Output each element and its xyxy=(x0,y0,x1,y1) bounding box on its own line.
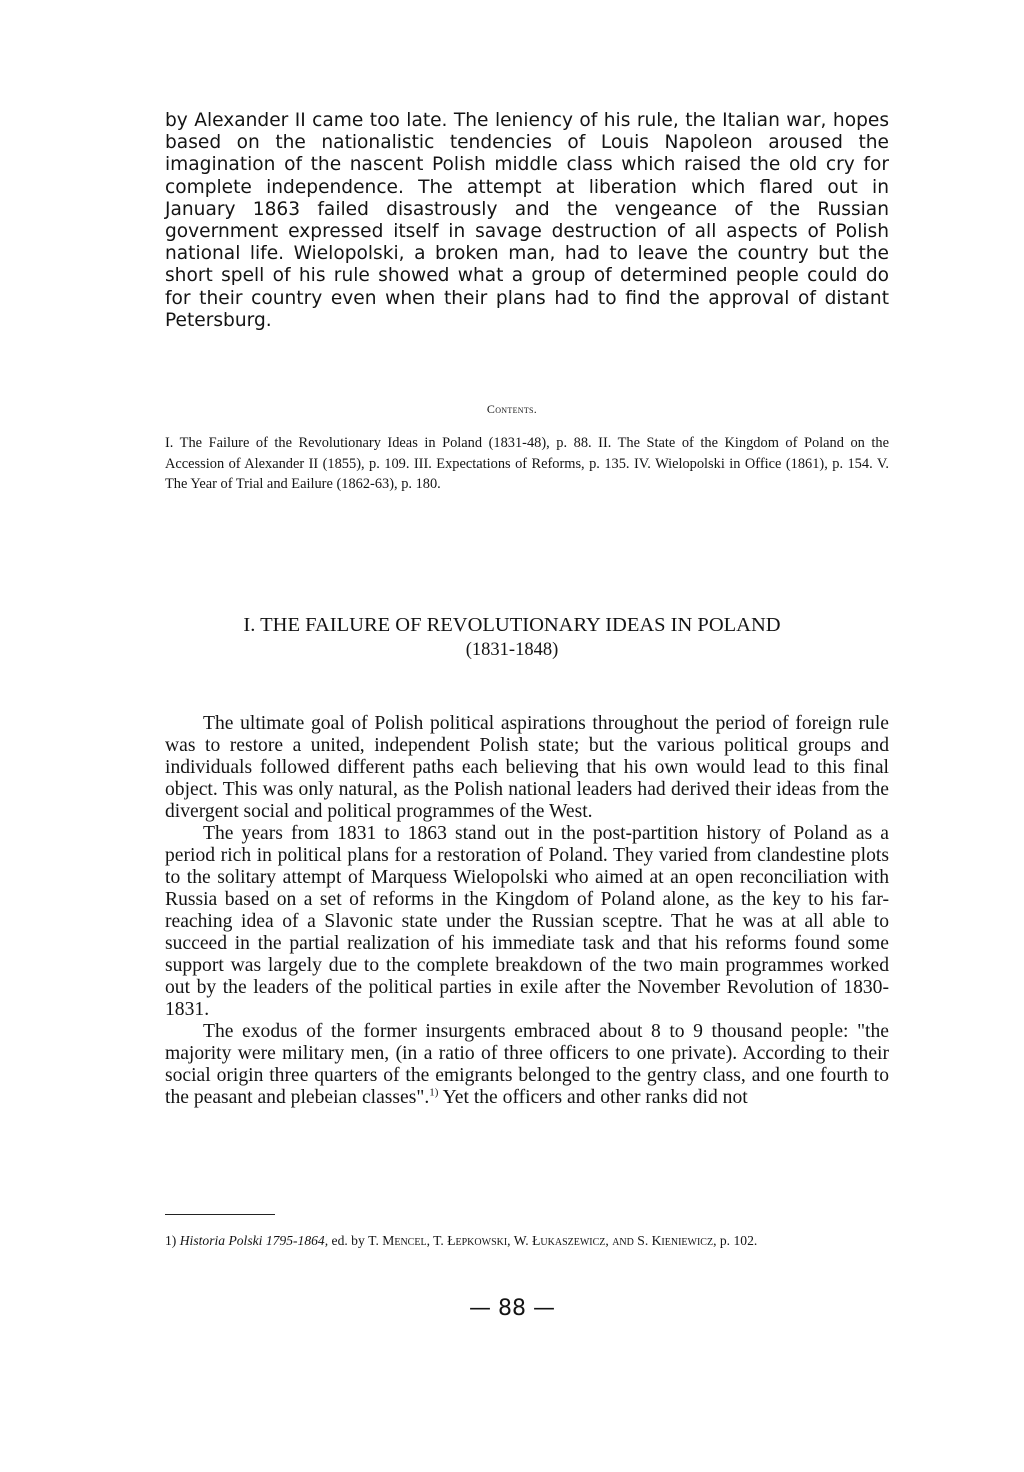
chapter-subtitle: (1831-1848) xyxy=(465,640,559,660)
footnote-divider xyxy=(165,1214,275,1215)
footnote-marker: 1) xyxy=(165,1233,177,1248)
footnote-editor-label: ed. by xyxy=(328,1233,369,1248)
chapter-title: I. THE FAILURE OF REVOLUTIONARY IDEAS IN POLAND xyxy=(243,614,781,636)
body-paragraph: The ultimate goal of Polish political aspirations throughout the period of foreign rule was to restore a united, independent Polish state; but the various political groups and individuals followed different paths each believing that his own would lead to this final object. This was only natural, as the Polish national leaders had derived their ideas from the divergent social and political programmes of the West. xyxy=(165,713,889,822)
contents-heading: Contents. xyxy=(486,402,538,416)
footnote-page: p. 102. xyxy=(716,1233,758,1248)
contents-list: I. The Failure of the Revolutionary Ideas in Poland (1831-48), p. 88. II. The State of the Kingdom of Poland on the Accession of Alexander II (1855), p. 109. III. Expectations of Reforms, p. 135. IV. Wielopolski in Office (1861), p. 154. V. The Year of Trial and Eailure (1862-63), p. 180. xyxy=(165,435,889,493)
intro-paragraph: by Alexander II came too late. The leniency of his rule, the Italian war, hopes based on the nationalistic tendencies of Louis Napoleon aroused the imagination of the nascent Polish middle class which raised the old cry for complete independence. The attempt at liberation which flared out in January 1863 failed disastrously and the vengeance of the Russian government expressed itself in savage destruction of all aspects of Polish national life. Wielopolski, a broken man, had to leave the country but the short spell of his rule showed what a group of determined people could do for their country even when their plans had to find the approval of distant Petersburg. xyxy=(165,110,889,331)
footnote-authors: T. Mencel, T. Łepkowski, W. Łukaszewicz, and S. Kieniewicz, xyxy=(368,1233,717,1248)
page-number: — 88 — xyxy=(469,1296,555,1321)
body-paragraph: The years from 1831 to 1863 stand out in the post-partition history of Poland as a period rich in political plans for a restoration of Poland. They varied from clandestine plots to the solitary attempt of Marquess Wielopolski who aimed at an open reconciliation with Russia based on a set of reforms in the Kingdom of Poland alone, as the key to his far-reaching idea of a Slavonic state under the Russian sceptre. That he was at all able to succeed in the partial realization of his immediate task and that his reforms found some support was largely due to the complete breakdown of the two main programmes worked out by the leaders of the political parties in exile after the November Revolution of 1830-1831. xyxy=(165,823,889,1020)
body-paragraph-tail: Yet the officers and other ranks did not xyxy=(438,1087,748,1108)
body-paragraph xyxy=(165,1021,889,1109)
footnote-reference: 1) xyxy=(429,1086,439,1099)
chapter-body xyxy=(165,713,889,1109)
body-paragraph-text: The exodus of the former insurgents embraced about 8 to 9 thousand people: "the majority were military men, (in a ratio of three officers to one private). According to their social origin three quarters of the emigrants belonged to the gentry class, and one fourth to the peasant and plebeian classes". xyxy=(165,1021,889,1108)
footnote-work-title: Historia Polski 1795-1864, xyxy=(179,1233,329,1248)
footnote xyxy=(165,1230,889,1251)
